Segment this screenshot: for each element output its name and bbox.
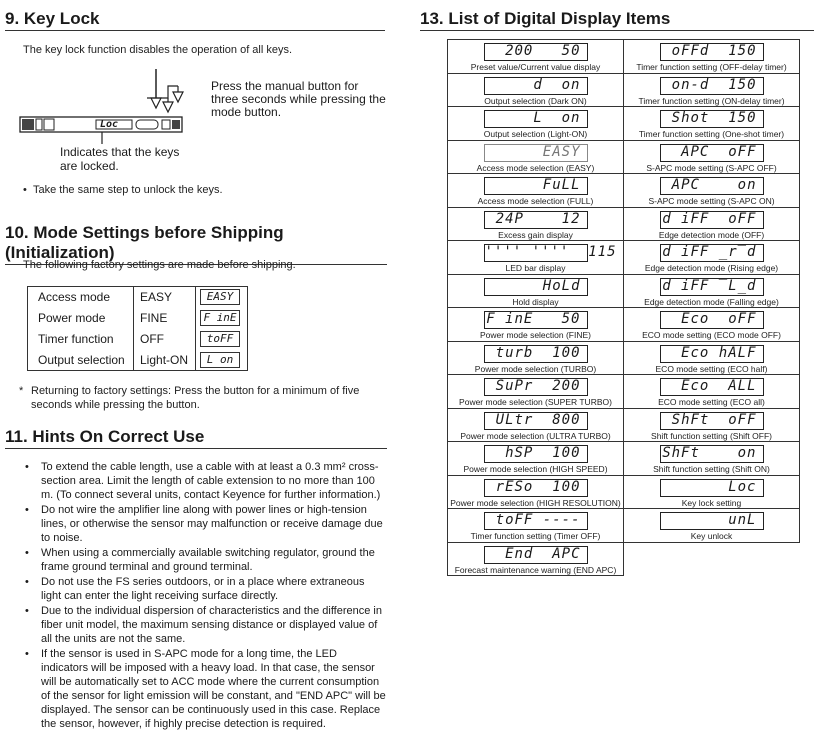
display-item-label: Excess gain display bbox=[498, 229, 573, 240]
lcd-readout: d iFF _r‾d bbox=[660, 244, 764, 262]
setting-value: OFF bbox=[134, 329, 196, 350]
setting-lcd: EASY bbox=[200, 289, 240, 305]
display-item-cell bbox=[624, 174, 800, 208]
display-item-label: Access mode selection (FULL) bbox=[477, 196, 594, 206]
display-item-cell bbox=[624, 341, 800, 375]
display-item-cell bbox=[624, 375, 800, 409]
setting-item: Access mode bbox=[28, 287, 134, 308]
display-item-label: ECO mode setting (ECO mode OFF) bbox=[642, 330, 781, 340]
lcd-readout: ShFt on bbox=[660, 445, 764, 463]
display-item-label: Power mode selection (ULTRA TURBO) bbox=[460, 430, 611, 441]
display-item-label: Forecast maintenance warning (END APC) bbox=[454, 564, 617, 575]
list-item: • To extend the cable length, use a cable with at least a 0.3 mm² cross-section area. Limit the length of cable extension to no more than 100 m. (To connect several units, contact Keyence for further information.) bbox=[25, 460, 387, 502]
initialization-description: The following factory settings are made before shipping. bbox=[23, 259, 296, 271]
display-item-cell bbox=[624, 442, 800, 476]
display-item-label: Hold display bbox=[512, 296, 559, 307]
display-item-cell bbox=[448, 408, 624, 442]
display-item-label: Key unlock bbox=[690, 531, 733, 541]
display-item-label: Timer function setting (Timer OFF) bbox=[470, 531, 601, 541]
display-item-cell bbox=[624, 40, 800, 74]
lcd-readout: toFF ---- bbox=[484, 512, 588, 530]
display-item-cell bbox=[448, 542, 624, 576]
display-item-label: Power mode selection (TURBO) bbox=[474, 363, 597, 374]
table-row bbox=[448, 274, 800, 308]
display-item-cell bbox=[448, 107, 624, 141]
lcd-readout: Eco oFF bbox=[660, 311, 764, 329]
table-row bbox=[448, 40, 800, 74]
display-item-label: S-APC mode setting (S-APC OFF) bbox=[646, 162, 777, 173]
lock-display-text: Loc bbox=[100, 119, 119, 130]
lcd-readout: d iFF ‾L_d bbox=[660, 278, 764, 296]
footnote-asterisk: * bbox=[19, 385, 24, 397]
table-row bbox=[28, 350, 248, 371]
display-items-heading: 13. List of Digital Display Items bbox=[420, 9, 814, 31]
table-row bbox=[448, 341, 800, 375]
display-item-cell bbox=[448, 241, 624, 275]
setting-lcd: toFF bbox=[200, 331, 240, 347]
setting-value: EASY bbox=[134, 287, 196, 308]
display-item-cell bbox=[624, 308, 800, 342]
display-item-cell bbox=[448, 375, 624, 409]
table-row bbox=[448, 442, 800, 476]
setting-lcd: L on bbox=[200, 352, 240, 368]
setting-item: Power mode bbox=[28, 308, 134, 329]
lcd-readout: SuPr 200 bbox=[484, 378, 588, 396]
display-item-label: Power mode selection (SUPER TURBO) bbox=[459, 397, 612, 407]
display-item-cell bbox=[448, 73, 624, 107]
display-item-label: Timer function setting (ON-delay timer) bbox=[638, 95, 785, 106]
display-item-label: Power mode selection (FINE) bbox=[479, 330, 591, 340]
display-item-label: ECO mode setting (ECO half) bbox=[655, 363, 768, 374]
display-item-label: S-APC mode setting (S-APC ON) bbox=[648, 196, 775, 206]
setting-item: Timer function bbox=[28, 329, 134, 350]
table-row bbox=[448, 174, 800, 208]
display-item-cell bbox=[624, 475, 800, 509]
lcd-readout: unL bbox=[660, 512, 764, 530]
table-row bbox=[448, 73, 800, 107]
display-item-label: Timer function setting (One-shot timer) bbox=[638, 129, 785, 139]
table-row bbox=[28, 287, 248, 308]
lcd-readout: 200 50 bbox=[484, 43, 588, 61]
list-item: • Do not use the FS series outdoors, or in a place where extraneous light can enter the light receiving surface directly. bbox=[25, 575, 387, 603]
display-item-cell bbox=[448, 341, 624, 375]
lcd-readout: turb 100 bbox=[484, 345, 588, 363]
lcd-readout: d on bbox=[484, 77, 588, 95]
display-item-cell bbox=[448, 475, 624, 509]
display-item-cell bbox=[624, 509, 800, 543]
table-row bbox=[448, 140, 800, 174]
display-item-label: Edge detection mode (Rising edge) bbox=[644, 263, 779, 273]
display-item-cell bbox=[448, 207, 624, 241]
lcd-readout: Loc bbox=[660, 479, 764, 497]
initialization-heading: 10. Mode Settings before Shipping (Initialization) bbox=[5, 223, 387, 265]
table-row bbox=[448, 408, 800, 442]
display-item-cell bbox=[624, 107, 800, 141]
display-item-cell bbox=[624, 207, 800, 241]
display-item-cell bbox=[448, 40, 624, 74]
table-row bbox=[448, 207, 800, 241]
lcd-readout: FuLL bbox=[484, 177, 588, 195]
setting-lcd: F inE bbox=[200, 310, 240, 326]
key-lock-heading: 9. Key Lock bbox=[5, 9, 385, 31]
empty-cell bbox=[624, 542, 800, 576]
setting-value: FINE bbox=[134, 308, 196, 329]
lcd-readout: L on bbox=[484, 110, 588, 128]
lcd-readout: APC oFF bbox=[660, 144, 764, 162]
display-item-cell bbox=[624, 241, 800, 275]
display-item-label: Output selection (Light-ON) bbox=[483, 129, 588, 139]
factory-settings-table bbox=[27, 286, 248, 371]
table-row bbox=[448, 107, 800, 141]
display-item-cell bbox=[448, 140, 624, 174]
table-row bbox=[448, 308, 800, 342]
display-item-label: LED bar display bbox=[505, 263, 566, 273]
key-lock-caption: Indicates that the keys are locked. bbox=[60, 145, 180, 173]
setting-item: Output selection bbox=[28, 350, 134, 371]
lcd-readout: End APC bbox=[484, 546, 588, 564]
display-item-cell bbox=[624, 408, 800, 442]
key-lock-instruction: Press the manual button for three seconds while pressing the mode button. bbox=[211, 79, 386, 119]
key-lock-bullet-text: Take the same step to unlock the keys. bbox=[32, 184, 223, 196]
display-item-cell bbox=[448, 509, 624, 543]
display-item-cell bbox=[624, 140, 800, 174]
lcd-readout: ULtr 800 bbox=[484, 412, 588, 430]
hints-heading: 11. Hints On Correct Use bbox=[5, 427, 387, 449]
hints-list bbox=[25, 460, 387, 732]
display-item-cell bbox=[448, 308, 624, 342]
table-row bbox=[448, 375, 800, 409]
display-item-label: Timer function setting (OFF-delay timer) bbox=[636, 62, 787, 72]
display-item-label: Access mode selection (EASY) bbox=[476, 162, 595, 173]
lcd-readout: oFFd 150 bbox=[660, 43, 764, 61]
list-item: • Due to the individual dispersion of characteristics and the difference in fiber unit model, the maximum sensing distance or displayed value of all the units are not the same. bbox=[25, 604, 387, 646]
lcd-readout: HoLd bbox=[484, 278, 588, 296]
lcd-readout: Shot 150 bbox=[660, 110, 764, 128]
lcd-readout: Eco hALF bbox=[660, 345, 764, 363]
list-item: • If the sensor is used in S-APC mode for a long time, the LED indicators will be imposed with a heavy load. In that case, the sensor will be automatically set to ACC mode where the current consumption of the sensor for light emission will be constant, and "END APC" will be displayed. The sensor can be continuously used in this case. Replace the sensor, however, if highly precise detection is required. bbox=[25, 647, 387, 731]
setting-value: Light-ON bbox=[134, 350, 196, 371]
lcd-readout: F inE 50 bbox=[484, 311, 588, 329]
display-item-cell bbox=[448, 274, 624, 308]
display-item-cell bbox=[624, 274, 800, 308]
lcd-readout: d iFF oFF bbox=[660, 211, 764, 229]
list-item: • Do not wire the amplifier line along with power lines or high-tension lines, or otherwise the sensor may malfunction or receive damage due to noise. bbox=[25, 503, 387, 545]
lcd-readout: 24P 12 bbox=[484, 211, 588, 229]
display-item-label: Edge detection mode (Falling edge) bbox=[644, 296, 779, 307]
display-item-label: Power mode selection (HIGH SPEED) bbox=[463, 464, 608, 474]
display-item-label: ECO mode setting (ECO all) bbox=[658, 397, 765, 407]
lcd-readout: Eco ALL bbox=[660, 378, 764, 396]
table-row bbox=[28, 329, 248, 350]
amplifier-diagram bbox=[20, 66, 210, 146]
lcd-readout: ShFt oFF bbox=[660, 412, 764, 430]
table-row bbox=[448, 509, 800, 543]
list-item: • When using a commercially available switching regulator, ground the frame ground terminal and ground terminal. bbox=[25, 546, 387, 574]
display-item-label: Output selection (Dark ON) bbox=[484, 95, 587, 106]
table-row bbox=[448, 475, 800, 509]
lcd-readout: APC on bbox=[660, 177, 764, 195]
display-item-label: Power mode selection (HIGH RESOLUTION) bbox=[450, 497, 621, 508]
display-item-label: Shift function setting (Shift OFF) bbox=[651, 430, 772, 441]
display-item-label: Edge detection mode (OFF) bbox=[658, 229, 765, 240]
lcd-readout: hSP 100 bbox=[484, 445, 588, 463]
factory-reset-footnote bbox=[19, 384, 385, 412]
lcd-readout: rESo 100 bbox=[484, 479, 588, 497]
display-item-cell bbox=[448, 442, 624, 476]
display-items-table bbox=[447, 39, 800, 576]
display-item-label: Shift function setting (Shift ON) bbox=[653, 464, 770, 474]
table-row bbox=[28, 308, 248, 329]
display-item-cell bbox=[448, 174, 624, 208]
display-item-label: Key lock setting bbox=[681, 497, 742, 508]
lcd-readout: on-d 150 bbox=[660, 77, 764, 95]
display-item-cell bbox=[624, 73, 800, 107]
display-item-label: Preset value/Current value display bbox=[470, 62, 601, 72]
lcd-readout: EASY bbox=[484, 144, 588, 162]
key-lock-description: The key lock function disables the operation of all keys. bbox=[23, 44, 293, 56]
key-lock-bullet: • Take the same step to unlock the keys. bbox=[23, 184, 223, 196]
table-row bbox=[448, 542, 800, 576]
footnote-text: Returning to factory settings: Press the button for a minimum of five seconds while pressing the button. bbox=[31, 385, 360, 411]
table-row bbox=[448, 241, 800, 275]
lcd-readout: '''' '''' 115 bbox=[484, 244, 617, 260]
